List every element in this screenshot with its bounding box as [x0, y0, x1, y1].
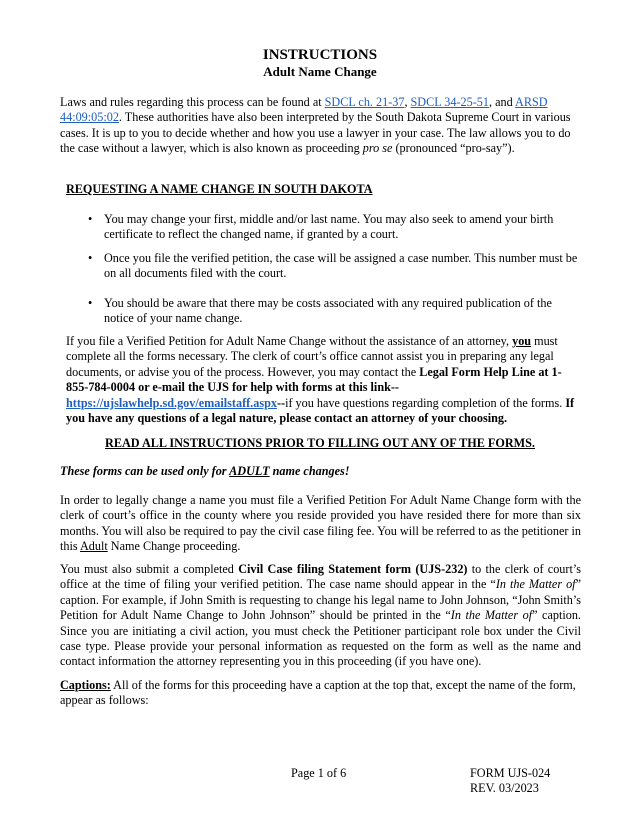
pro-se-term: pro se: [362, 141, 393, 156]
read-all-instructions-heading: READ ALL INSTRUCTIONS PRIOR TO FILLING OUT ANY OF THE FORMS.: [105, 436, 535, 450]
filing-paragraph: In order to legally change a name you must file a Verified Petition For Adult Name Change form with the clerk of court’s office in the county where you reside provided you have resided there for more than six months. You will also be required to pay the civil case filing fee. You will be referred to as the petitioner in this Adult Name Change proceeding.: [60, 493, 581, 554]
page-title: INSTRUCTIONS: [262, 47, 378, 63]
section-heading-requesting: REQUESTING A NAME CHANGE IN SOUTH DAKOTA: [66, 182, 373, 196]
page-subtitle: Adult Name Change: [263, 64, 377, 79]
form-number: FORM UJS-024 REV. 03/2023: [470, 766, 551, 796]
civil-case-form-name: Civil Case filing Statement form (UJS-232): [238, 562, 468, 576]
adult-only-note: These forms can be used only for ADULT name changes!: [60, 464, 350, 478]
link-arsd-44-09-05-02[interactable]: ARSD 44:09:05:02: [60, 95, 548, 125]
attorney-notice-paragraph: If you file a Verified Petition for Adult Name Change without the assistance of an attorney, you must complete all the forms necessary. The clerk of court’s office cannot assist you in preparing any legal documents, or advise you of the process. However, you may contact the Legal Form Help Line at 1-855-784-0004 or e-mail the UJS for help with forms at this link--https://ujslawhelp.sd.gov/emailstaff.aspx--if you have questions regarding completion of the forms. If you have any questions of a legal nature, please contact an attorney of your choosing.: [66, 334, 575, 426]
emphasis-you: you: [512, 334, 532, 348]
link-sdcl-21-37[interactable]: SDCL ch. 21-37: [324, 95, 405, 109]
intro-paragraph: Laws and rules regarding this process can be found at SDCL ch. 21-37, SDCL 34-25-51, and ARSD 44:09:05:02. These authorities have also been interpreted by the South Dakota Supreme Court in various cases. It is up to you to decide whether and how you use a lawyer in your case. The law allows you to do the case without a lawyer, which is also known as proceeding pro se (pronounced “pro-say”).: [60, 95, 571, 156]
captions-label: Captions:: [60, 678, 111, 692]
legal-question-notice: If you have any questions of a legal nature, please contact an attorney of your choosing.: [66, 395, 575, 426]
link-email-staff[interactable]: https://ujslawhelp.sd.gov/emailstaff.aspx: [66, 395, 277, 410]
list-item: • You may change your first, middle and/or last name. You may also seek to amend your birth certificate to reflect the changed name, if granted by a court.: [88, 212, 581, 243]
page-number: Page 1 of 6: [291, 766, 347, 780]
list-item: • You should be aware that there may be costs associated with any required publication of the notice of your name change.: [88, 296, 581, 327]
revision-date: REV. 03/2023: [470, 781, 539, 796]
civil-case-paragraph: You must also submit a completed Civil Case filing Statement form (UJS-232) to the clerk of court’s office at the time of filing your verified petition. The case name should appear in the “In the Matter of” caption. For example, if John Smith is requesting to change his legal name to John Johnson, “John Smith’s Petition for Adult Name Change to John Johnson” should be printed in the “In the Matter of” caption. Since you are initiating a civil action, you must check the Petitioner participant role box under the Civil case type. Please provide your personal information as requested on the form as well as the name and contact information the attorney representing you in this proceeding (if you have one).: [60, 562, 581, 669]
help-line-text: Legal Form Help Line at 1-855-784-0004 or e-mail the UJS for help with forms at this link--: [66, 364, 562, 395]
captions-paragraph: Captions: All of the forms for this proceeding have a caption at the top that, except the name of the form, appear as follows:: [60, 678, 576, 708]
link-sdcl-34-25-51[interactable]: SDCL 34-25-51: [410, 95, 489, 109]
list-item: • Once you file the verified petition, the case will be assigned a case number. This number must be on all documents filed with the court.: [88, 251, 581, 282]
